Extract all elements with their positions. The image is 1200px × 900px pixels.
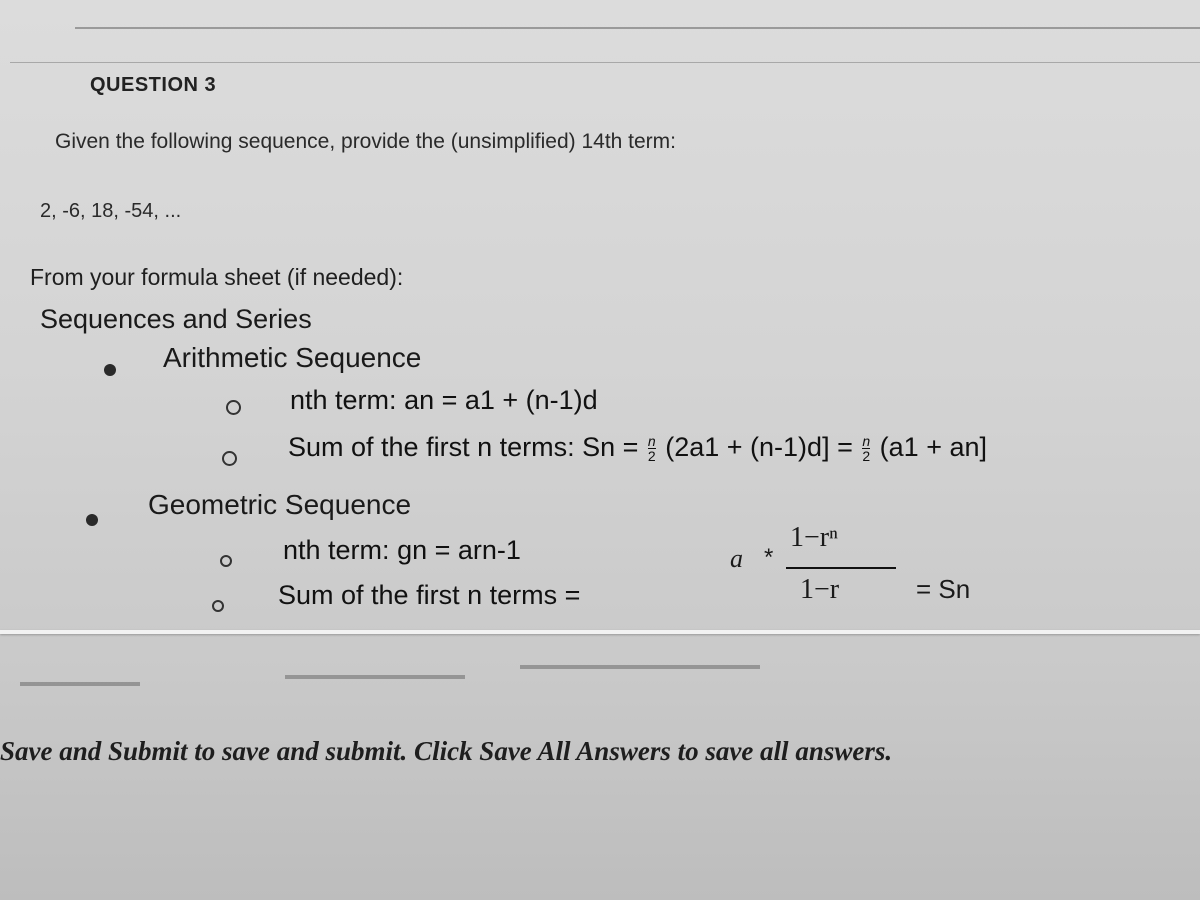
sequences-series-heading: Sequences and Series [40, 304, 312, 334]
arithmetic-sum-part3: (a1 + an] [879, 432, 987, 462]
question-prompt: Given the following sequence, provide the (unsimplified) 14th term: [55, 130, 676, 153]
bullet-icon [86, 514, 98, 526]
obscured-mark [520, 665, 760, 669]
geometric-numerator: 1−rⁿ [790, 522, 838, 553]
geometric-equals-sn: = Sn [916, 574, 971, 604]
arithmetic-sum-label: Sum of the first n terms: [288, 432, 575, 462]
geometric-nth-term [283, 535, 521, 566]
question-divider [10, 62, 1200, 63]
fraction-bar [786, 567, 896, 569]
n-over-2-fraction: $\frac{n}{2}$ [647, 433, 656, 465]
sequence-terms: 2, -6, 18, -54, ... [40, 200, 182, 222]
geometric-denominator: 1−r [800, 574, 840, 605]
multiply-star: * [764, 544, 774, 571]
circle-bullet-icon [220, 555, 232, 567]
bullet-icon [104, 364, 116, 376]
geometric-sum-label: Sum of the first n terms = [278, 580, 581, 610]
obscured-mark [285, 675, 465, 679]
arithmetic-nth-term-label: nth term: [290, 385, 397, 415]
geometric-nth-term-label: nth term: [283, 535, 390, 565]
arithmetic-sum [288, 432, 987, 463]
geometric-sum-formula [730, 522, 990, 605]
question-title: QUESTION 3 [90, 74, 217, 96]
arithmetic-sum-part2: (2a1 + (n-1)d] = [665, 432, 853, 462]
circle-bullet-icon [226, 400, 241, 415]
section-divider [0, 630, 1200, 634]
arithmetic-nth-term [290, 385, 598, 416]
geometric-a: a [730, 544, 743, 573]
n-over-2-fraction: $\frac{n}{2}$ [862, 433, 871, 465]
arithmetic-sum-part1: Sn = [582, 432, 639, 462]
circle-bullet-icon [222, 451, 237, 466]
circle-bullet-icon [212, 600, 224, 612]
arithmetic-nth-term-formula: an = a1 + (n-1)d [404, 385, 598, 415]
obscured-mark [20, 682, 140, 686]
formula-sheet-intro: From your formula sheet (if needed): [30, 264, 404, 290]
arithmetic-heading: Arithmetic Sequence [163, 342, 422, 373]
obscured-text-row [0, 640, 1200, 700]
geometric-nth-term-formula: gn = arn-1 [397, 535, 521, 565]
save-submit-instructions: Save and Submit to save and submit. Click Save All Answers to save all answers. [0, 736, 893, 766]
geometric-heading: Geometric Sequence [148, 489, 412, 520]
top-divider [75, 27, 1200, 29]
